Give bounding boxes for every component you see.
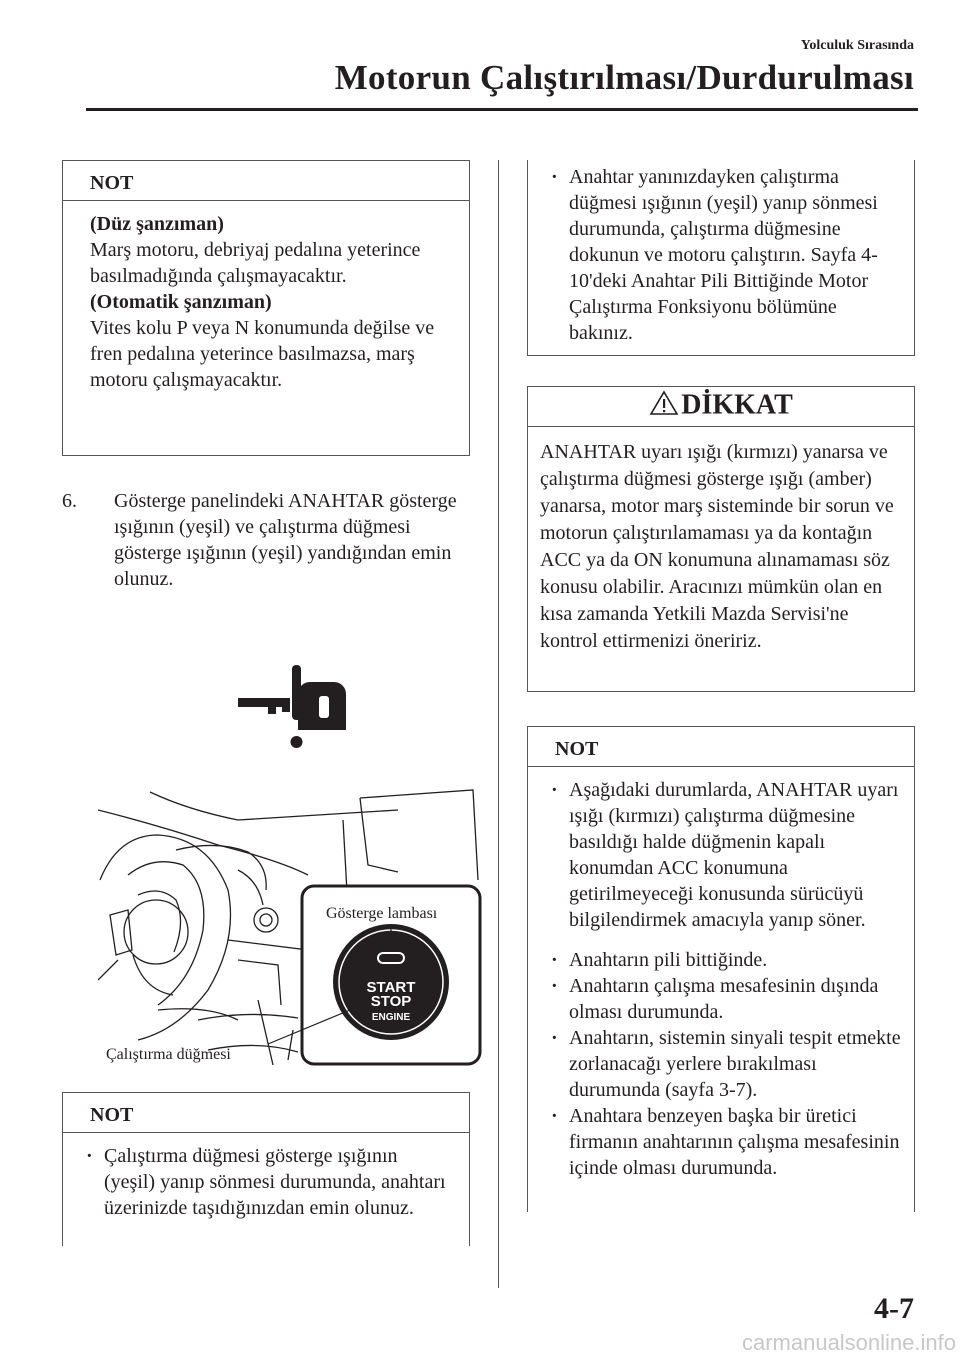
button-text-stop: STOP xyxy=(370,993,412,1010)
page-number: 4-7 xyxy=(874,1292,914,1325)
note-heading: NOT xyxy=(528,727,914,767)
note-box-indicator xyxy=(62,1092,470,1246)
caution-box xyxy=(527,386,915,692)
column-divider xyxy=(498,160,499,1288)
note-body xyxy=(63,1133,469,1231)
note-bullet-item: · Çalıştırma düğmesi gösterge ışığının (yeşil) yanıp sönmesi durumunda, anahtarı üzerinizde taşıdığınızdan emin olunuz. xyxy=(83,1143,451,1221)
note-body xyxy=(63,201,469,403)
caution-heading xyxy=(528,387,914,427)
note-sub-item: · Anahtara benzeyen başka bir üretici firmanın anahtarının çalışma mesafesinin içinde olması durumunda. xyxy=(521,1103,904,1181)
caution-body: ANAHTAR uyarı ışığı (kırmızı) yanarsa ve çalıştırma düğmesi gösterge ışığı (amber) yanarsa, motor marş sisteminde bir sorun ve motorun çalıştırılamaması ya da kontağın ACC ya da ON konumuna alınamaması söz konusu olabilir. Aracınızı mümkün olan en kısa zamanda Yetkili Mazda Servisi'ne kontrol ettirmenizi öneririz. xyxy=(540,441,894,652)
watermark: carmanualsonline.info xyxy=(741,1330,956,1355)
note-bullet-item: · Anahtar yanınızdayken çalıştırma düğmesi ışığının (yeşil) yanıp sönmesi durumunda, çalıştırma düğmesine dokunun ve motoru çalıştırın. Sayfa 4-10'deki Anahtar Pili Bittiğinde Motor Çalıştırma Fonksiyonu bölümüne bakınız. xyxy=(548,164,896,346)
note-heading: NOT xyxy=(63,1093,469,1133)
note-box-transmission xyxy=(62,160,470,456)
page-title: Motorun Çalıştırılması/Durdurulması xyxy=(334,58,914,97)
note-sub-item: · Anahtarın çalışma mesafesinin dışında olması durumunda. xyxy=(521,973,904,1025)
key-indicator-icon xyxy=(238,665,346,748)
manual-transmission-text: Marş motoru, debriyaj pedalına yeterince basılmadığında çalışmayacaktır. xyxy=(90,239,421,287)
warning-triangle-icon xyxy=(649,390,679,421)
note-box-continued xyxy=(527,160,915,356)
note-sub-item: · Anahtarın pili bittiğinde. xyxy=(521,947,904,973)
note-body xyxy=(528,160,914,356)
note-heading: NOT xyxy=(63,161,469,201)
step-number: 6. xyxy=(62,490,77,512)
automatic-transmission-text: Vites kolu P veya N konumunda değilse ve fren pedalına yeterince basılmazsa, marş motoru çalışmayacaktır. xyxy=(90,317,435,391)
automatic-transmission-label: (Otomatik şanzıman) xyxy=(90,291,272,313)
manual-transmission-label: (Düz şanzıman) xyxy=(90,213,224,235)
note-body xyxy=(528,767,914,1191)
step-6 xyxy=(62,488,482,592)
start-button-illustration xyxy=(98,660,482,1070)
note-sub-item: · Anahtarın, sistemin sinyali tespit etmekte zorlanacağı yerlere bırakılması durumunda (sayfa 3-7). xyxy=(521,1025,904,1103)
header-divider xyxy=(86,108,918,111)
note-bullet-item: · Aşağıdaki durumlarda, ANAHTAR uyarı ışığı (kırmızı) çalıştırma düğmesine basıldığı halde düğmenin kapalı konumdan ACC konumuna getirilmeyeceği konusunda sürücüyü bilgilendirmek amacıyla yanıp söner. xyxy=(548,777,904,933)
button-text-start: START xyxy=(366,979,416,996)
step-text: Gösterge panelindeki ANAHTAR gösterge ışığının (yeşil) ve çalıştırma düğmesi gösterge ışığının (yeşil) yandığından emin olunuz. xyxy=(114,490,457,590)
note-box-key-warning xyxy=(527,726,915,1212)
button-text-engine: ENGINE xyxy=(371,1012,411,1023)
start-button-label: Çalıştırma düğmesi xyxy=(106,1046,231,1063)
section-title: Yolculuk Sırasında xyxy=(800,38,914,53)
indicator-lamp-label: Gösterge lambası xyxy=(326,905,438,922)
caution-title: DİKKAT xyxy=(681,389,793,421)
